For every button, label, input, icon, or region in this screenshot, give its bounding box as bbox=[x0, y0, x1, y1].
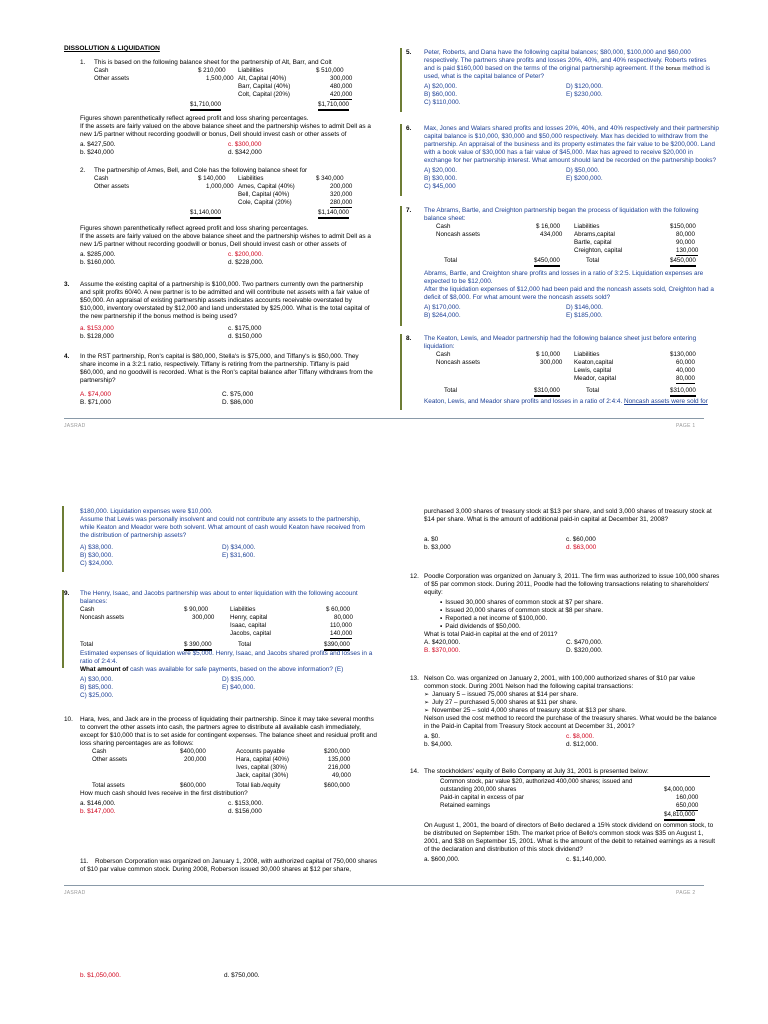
footer-left: JASRAD bbox=[64, 890, 86, 896]
question-7-text: deficit of $8,000. For what amount were the noncash assets sold? bbox=[424, 294, 611, 301]
question-13-choice-c: c. $8,000. bbox=[566, 733, 595, 740]
question-10-text: to convert the other assets into cash, the partners agree to distribute all available cash immediately, bbox=[80, 724, 361, 731]
question-14-choice-d: d. $750,000. bbox=[224, 972, 260, 979]
question-7-balance-sheet: Cash $ 16,000 Liabilities $150,000 Noncash assets 434,000 Abrams,capital 80,000 Bartle, capital 90,000 Creighton, capital 130,000 Total $450,000 Total $450,000 bbox=[436, 223, 706, 271]
highlight-bar bbox=[400, 48, 402, 112]
document-page-2 bbox=[0, 500, 768, 902]
question-3-choice-b: b. $128,000 bbox=[80, 333, 114, 340]
question-6-choice-a: A) $20,000. bbox=[424, 167, 458, 174]
question-10-choice-c: c. $153,000. bbox=[228, 800, 264, 807]
question-6-choice-c: C) $45,000 bbox=[424, 183, 456, 190]
question-1-number: 1. bbox=[80, 59, 86, 66]
question-7-text: After the liquidation expenses of $12,000 had been paid and the noncash assets sold, Creighton had a bbox=[424, 286, 714, 293]
question-1-balance-sheet: Cash $ 210,000 Liabilities $ 510,000 Other assets 1,500,000 Alt, Capital (40%) 300,000 Barr, Capital (40%) 480,000 Colt, Capital (20%) 420,000 $1,710,000 $1,710,000 bbox=[94, 67, 364, 115]
highlight-bar bbox=[400, 334, 402, 410]
question-12-bullet: ▪ Issued 20,000 shares of common stock at $8 per share. bbox=[440, 607, 603, 615]
question-9-number: 9. bbox=[64, 590, 70, 597]
question-2-choice-a: a. $285,000. bbox=[80, 251, 116, 258]
question-5-choice-a: A) $20,000. bbox=[424, 83, 458, 90]
question-12-text: Poodle Corporation was organized on January 3, 2011. The firm was authorized to issue 100,000 shares bbox=[424, 573, 720, 580]
question-14-text: 2001, and $38 on September 15, 2001. What is the amount of the debit to retained earnings as a result bbox=[424, 838, 715, 845]
question-5-text: respectively. The partners share profits and losses 20%, 40%, and 40% respectively. Roberts retires bbox=[424, 57, 707, 64]
question-6-number: 6. bbox=[406, 125, 412, 132]
question-12-number: 12. bbox=[410, 573, 419, 580]
question-13-text: common stock. During 2001 Nelson had the following capital transactions: bbox=[424, 683, 634, 690]
question-8-text: while Keaton and Meador were both solvent. What amount of cash would Keaton have received from bbox=[80, 524, 365, 531]
question-2-note: Figures shown parenthetically reflect agreed profit and loss sharing percentages. bbox=[80, 225, 309, 232]
question-13-transaction: ➢ January 5 – issued 75,000 shares at $14 per share. bbox=[424, 691, 578, 699]
question-9-choice-c: C) $25,000. bbox=[80, 692, 114, 699]
question-7-text: expected to be $12,000. bbox=[424, 278, 493, 285]
question-2-number: 2. bbox=[80, 167, 86, 174]
question-6-choice-d: D) $50,000. bbox=[566, 167, 600, 174]
question-14-choice-c: c. $1,140,000. bbox=[566, 856, 607, 863]
question-6-text: capital balance is $10,000, $30,000 and $50,000 respectively. Max has decided to withdraw from the bbox=[424, 133, 709, 140]
question-8-choice-c: C) $24,000. bbox=[80, 560, 114, 567]
question-8-choice-b: B) $30,000. bbox=[80, 552, 114, 559]
question-3-choice-d: d. $150,000 bbox=[228, 333, 262, 340]
question-3-choice-a: a. $153,000 bbox=[80, 325, 114, 332]
footer-page-number: PAGE 2 bbox=[676, 890, 696, 896]
question-14-text: The stockholders' equity of Bello Company at July 31, 2001 is presented below: bbox=[424, 768, 649, 775]
highlight-bar bbox=[62, 506, 64, 572]
question-7-text: Abrams, Bartle, and Creighton share profits and losses in a ratio of 3:2:5. Liquidation expenses are bbox=[424, 270, 704, 277]
question-4-number: 4. bbox=[64, 353, 70, 360]
question-4-text: share income in a 3:2:1 ratio, respectively. Tiffany is retiring from the partnership. Tiffany is paid bbox=[80, 361, 349, 368]
question-5-choice-b: B) $60,000. bbox=[424, 91, 458, 98]
question-10-choice-a: a. $146,000. bbox=[80, 800, 116, 807]
question-2-choice-d: d. $228,000. bbox=[228, 259, 264, 266]
question-8-text: Keaton, Lewis, and Meador share profits and losses in a ratio of 2:4:4. Noncash assets were sold for bbox=[424, 398, 708, 405]
question-1-choice-c: c. $300,000 bbox=[228, 141, 262, 148]
question-13-choice-d: d. $12,000. bbox=[566, 741, 598, 748]
question-14-text: On August 1, 2001, the board of directors of Bello declared a 15% stock dividend on common stock, to bbox=[424, 822, 714, 829]
question-10-text: Hara, Ives, and Jack are in the process of liquidating their partnership. Since it may take several months bbox=[80, 716, 374, 723]
question-14-choice-a: a. $600,000. bbox=[424, 856, 460, 863]
question-10-number: 10. bbox=[64, 716, 73, 723]
question-9-choice-e: E) $40,000. bbox=[222, 684, 256, 691]
question-14-text: of the declaration and distribution of this stock dividend? bbox=[424, 846, 583, 853]
question-8-text: the distribution of partnership assets? bbox=[80, 532, 187, 539]
question-13-transaction: ➢ July 27 – purchased 5,000 shares at $11 per share. bbox=[424, 699, 578, 707]
question-3-text: $10,000, inventory overstated by $12,000 and land understated by $25,000. What is the total capital of bbox=[80, 305, 370, 312]
question-1-choice-a: a. $427,500. bbox=[80, 141, 116, 148]
question-10-balance-sheet: Cash $400,000 Accounts payable $200,000 Other assets 200,000 Hara, capital (40%) 135,000 Ives, capital (30%) 216,000 Jack, capital (30%) 49,000 Total assets $600,000 Total liab./equity $600,000 bbox=[92, 748, 351, 789]
document-page-1 bbox=[0, 0, 768, 432]
question-5-number: 5. bbox=[406, 49, 412, 56]
question-11-text: of $10 par value common stock. During 2008, Roberson issued 30,000 shares at $12 per share, bbox=[80, 866, 352, 873]
question-3-text: Assume the existing capital of a partnership is $100,000. Two partners currently own the partnership bbox=[80, 281, 364, 288]
question-14-number: 14. bbox=[410, 768, 419, 775]
question-3-number: 3. bbox=[64, 281, 70, 288]
footer-page-number: PAGE 1 bbox=[676, 423, 696, 429]
question-9-text: Estimated expenses of liquidation were $5,000. Henry, Isaac, and Jacobs shared profits and losses in a bbox=[80, 650, 373, 657]
question-5-text: Peter, Roberts, and Dana have the following capital balances; $80,000, $100,000 and $60,000 bbox=[424, 49, 691, 56]
question-13-number: 13. bbox=[410, 675, 419, 682]
question-9-text: What amount of cash was available for safe payments, based on the above information? (E) bbox=[80, 666, 344, 673]
question-2-balance-sheet: Cash $ 140,000 Liabilities $ 340,000 Other assets 1,000,000 Ames, Capital (40%) 200,000 Bell, Capital (40%) 320,000 Cole, Capital (20%) 280,000 $1,140,000 $1,140,000 bbox=[94, 175, 364, 225]
question-6-choice-b: B) $30,000. bbox=[424, 175, 458, 182]
question-12-choice-b: B. $370,000. bbox=[424, 647, 461, 654]
question-5-choice-e: E) $230,000. bbox=[566, 91, 603, 98]
highlight-bar bbox=[62, 590, 64, 668]
question-3-text: $50,000. An appraisal of existing partnership assets indicates accounts receivable overstated by bbox=[80, 297, 352, 304]
question-8-choice-a: A) $38,000. bbox=[80, 544, 114, 551]
question-10-choice-d: d. $156,000 bbox=[228, 808, 262, 815]
question-1-choice-b: b. $240,000 bbox=[80, 149, 114, 156]
question-11-number: 11. bbox=[80, 858, 89, 865]
question-4-choice-a: A. $74,000 bbox=[80, 391, 111, 398]
highlight-bar bbox=[400, 206, 402, 326]
question-8-text: liquidation: bbox=[424, 343, 455, 350]
question-2-choice-b: b. $160,000. bbox=[80, 259, 116, 266]
question-1-text: This is based on the following balance sheet for the partnership of Alt, Barr, and Colt bbox=[94, 59, 332, 66]
question-12-bullet: ▪ Issued 30,000 shares of common stock at $7 per share. bbox=[440, 599, 603, 607]
question-8-text: $180,000. Liquidation expenses were $10,000. bbox=[80, 508, 213, 515]
footer-rule bbox=[64, 418, 704, 419]
question-3-choice-c: c. $175,000 bbox=[228, 325, 262, 332]
question-4-text: $60,000, and no goodwill is recorded. What is the Ron's capital balance after Tiffany withdraws from the bbox=[80, 369, 373, 376]
question-1-note: Figures shown parenthetically reflect agreed profit and loss sharing percentages. bbox=[80, 115, 309, 122]
question-9-text: The Henry, Isaac, and Jacobs partnership was about to enter liquidation with the following account bbox=[80, 590, 358, 597]
highlight-bar bbox=[400, 124, 402, 196]
question-4-text: partnership? bbox=[80, 377, 116, 384]
question-12-bullet: ▪ Reported a net income of $100,000. bbox=[440, 615, 547, 623]
question-11-text: $14 per share. What is the amount of additional paid-in capital at December 31, 2008? bbox=[424, 516, 669, 523]
question-9-choice-b: B) $85,000. bbox=[80, 684, 114, 691]
question-2-text: The partnership of Ames, Bell, and Cole has the following balance sheet for bbox=[94, 167, 308, 174]
question-12-choice-c: C. $470,000. bbox=[566, 639, 603, 646]
question-9-choice-d: D) $35,000. bbox=[222, 676, 256, 683]
question-7-choice-b: B) $264,000. bbox=[424, 312, 461, 319]
question-10-text: except for $10,000 that is to set aside for contingent expenses. The balance sheet and residual profit and bbox=[80, 732, 377, 739]
question-8-text: Assume that Lewis was personally insolvent and could not contribute any assets to the partnership, bbox=[80, 516, 361, 523]
question-6-choice-e: E) $200,000. bbox=[566, 175, 603, 182]
question-7-choice-e: E) $185,000. bbox=[566, 312, 603, 319]
question-4-choice-b: B. $71,000 bbox=[80, 399, 111, 406]
question-7-number: 7. bbox=[406, 207, 412, 214]
question-14-choice-b: b. $1,050,000. bbox=[80, 972, 121, 979]
question-13-choice-a: a. $0. bbox=[424, 733, 440, 740]
question-12-text: of $5 par common stock. During 2011, Poodle had the following transactions relating to shareholders' bbox=[424, 581, 710, 588]
footer-left: JASRAD bbox=[64, 423, 86, 429]
question-7-text: The Abrams, Bartle, and Creighton partnership began the process of liquidation with the following bbox=[424, 207, 699, 214]
question-13-text: in the Paid-in Capital from Treasury Stock account at December 31, 2001? bbox=[424, 723, 635, 730]
question-9-balance-sheet: Cash $ 90,000 Liabilities $ 60,000 Noncash assets 300,000 Henry, capital 80,000 Isaac, capital 110,000 Jacobs, capital 140,000 Total $ 390,000 Total $390,000 bbox=[80, 606, 380, 654]
question-12-choice-d: D. $320,000. bbox=[566, 647, 603, 654]
question-14-text: be distributed on September 15th. The market price of Bello's common stock was $35 on August 1, bbox=[424, 830, 704, 837]
question-11-choice-d: d. $63,000 bbox=[566, 544, 597, 551]
question-7-text: balance sheet: bbox=[424, 215, 466, 222]
question-5-choice-d: D) $120,000. bbox=[566, 83, 603, 90]
question-4-choice-d: D. $86,000 bbox=[222, 399, 254, 406]
footer-rule bbox=[64, 885, 704, 886]
question-8-number: 8. bbox=[406, 335, 412, 342]
question-6-text: partnership. An appraisal of the business and its property estimates the fair value to be $200,000. Land bbox=[424, 141, 715, 148]
question-11-choice-c: c. $60,000 bbox=[566, 536, 596, 543]
question-13-text: Nelson Co. was organized on January 2, 2001, with 100,000 authorized shares of $10 par value bbox=[424, 675, 696, 682]
question-9-text: ratio of 2:4:4. bbox=[80, 658, 118, 665]
question-5-text: and is paid $160,000 based on the terms of the original partnership agreement. If the bonus method is bbox=[424, 65, 711, 72]
question-10-text: loss sharing percentages are as follows: bbox=[80, 740, 194, 747]
question-5-choice-c: C) $110,000. bbox=[424, 99, 461, 106]
document-title: DISSOLUTION & LIQUIDATION bbox=[64, 45, 160, 52]
question-3-text: the new partnership if the bonus method is being used? bbox=[80, 313, 238, 320]
question-1-note: If the assets are fairly valued on the above balance sheet and the partnership wishes to admit Dell as a bbox=[80, 123, 371, 130]
question-11-choice-a: a. $0 bbox=[424, 536, 439, 543]
question-2-note: new 1/5 partner without recording goodwill or bonus, Dell should invest cash or other assets of bbox=[80, 241, 347, 248]
question-7-choice-d: D) $146,000. bbox=[566, 304, 603, 311]
question-7-choice-a: A) $170,000. bbox=[424, 304, 461, 311]
question-13-text: Nelson used the cost method to record the purchase of the treasury shares. What would be the balance bbox=[424, 715, 717, 722]
question-12-bullet: ▪ Paid dividends of $50,000. bbox=[440, 623, 521, 631]
question-12-text: equity: bbox=[424, 589, 443, 596]
question-11-text: purchased 3,000 shares of treasury stock at $13 per share, and sold 3,000 shares of treasury stock at bbox=[424, 508, 712, 515]
document-page-3 bbox=[0, 965, 768, 1024]
question-8-text: The Keaton, Lewis, and Meador partnership had the following balance sheet just before entering bbox=[424, 335, 697, 342]
question-5-text: used, what is the capital balance of Peter? bbox=[424, 73, 545, 80]
question-8-choice-d: D) $34,000. bbox=[222, 544, 256, 551]
question-12-text: What is total Paid-in capital at the end of 2011? bbox=[424, 631, 558, 638]
question-11-text: Roberson Corporation was organized on January 1, 2008, with authorized capital of 750,000 shares bbox=[95, 858, 378, 865]
question-9-choice-a: A) $30,000. bbox=[80, 676, 114, 683]
question-6-text: with a book value of $30,000 has a fair value of $45,000. Max has agreed to receive $20,000 in bbox=[424, 149, 693, 156]
question-8-choice-e: E) $31,600. bbox=[222, 552, 256, 559]
question-4-text: In the RST partnership, Ron's capital is $80,000, Stella's is $75,000, and Tiffany's is $50,000. They bbox=[80, 353, 359, 360]
question-1-note: new 1/5 partner without recording goodwill or bonus, Dell should invest cash or other assets of bbox=[80, 131, 347, 138]
question-6-text: Max, Jones and Walars shared profits and losses 20%, 40%, and 40% respectively and their partnership bbox=[424, 125, 719, 132]
question-2-choice-c: c. $200,000. bbox=[228, 251, 264, 258]
question-10-choice-b: b. $147,000. bbox=[80, 808, 116, 815]
question-1-choice-d: d. $342,000 bbox=[228, 149, 262, 156]
question-2-note: If the assets are fairly valued on the above balance sheet and the partnership wishes to admit Dell as a bbox=[80, 233, 371, 240]
question-11-choice-b: b. $3,000 bbox=[424, 544, 451, 551]
question-6-text: exchange for her partnership interest. What amount should land be recorded on the partnership books? bbox=[424, 157, 717, 164]
question-3-text: and split profits 60/40. A new partner is to be admitted and will contribute net assets with a fair value of bbox=[80, 289, 370, 296]
question-4-choice-c: C. $75,000 bbox=[222, 391, 254, 398]
question-10-text: How much cash should Ives receive in the first distribution? bbox=[80, 790, 248, 797]
question-13-choice-b: b. $4,000. bbox=[424, 741, 453, 748]
question-8-balance-sheet: Cash $ 10,000 Liabilities $130,000 Noncash assets 300,000 Keaton,capital 60,000 Lewis, capital 40,000 Meador, capital 80,000 Total $310,000 Total $310,000 bbox=[436, 351, 706, 399]
question-12-choice-a: A. $420,000. bbox=[424, 639, 461, 646]
question-13-transaction: ➢ November 25 – sold 4,000 shares of treasury stock at $13 per share. bbox=[424, 707, 627, 715]
question-9-text: balances: bbox=[80, 598, 108, 605]
question-14-equity-table: Common stock, par value $20, authorized 400,000 shares; issued and outstanding 200,000 shares $4,000,000 Paid-in capital in excess of par 160,000 Retained earnings 650,000 $4,810,000 bbox=[440, 776, 710, 822]
